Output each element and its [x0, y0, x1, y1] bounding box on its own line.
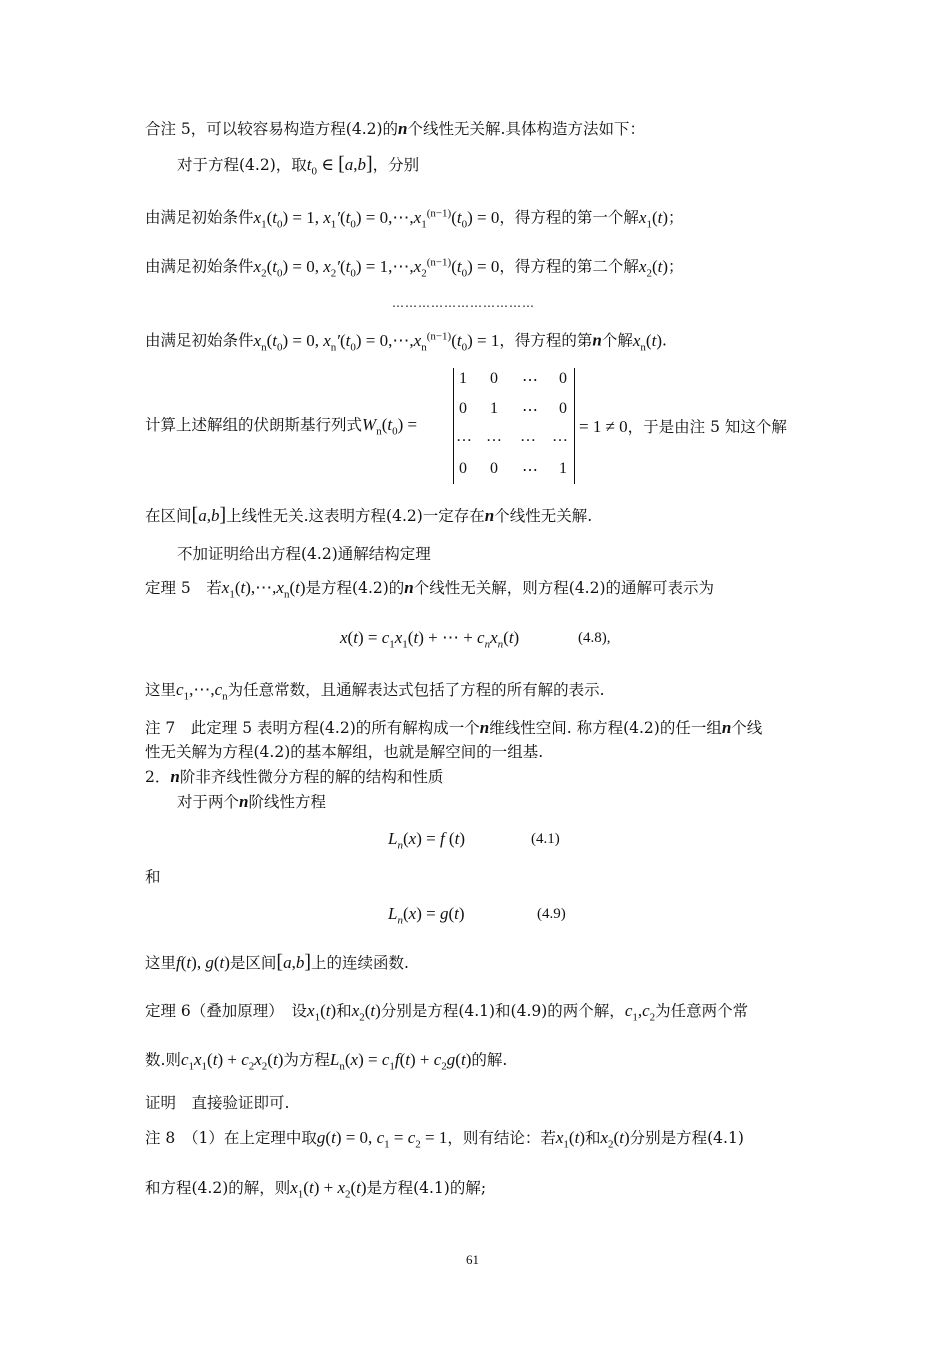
text-line: [145, 1128, 744, 1154]
math-inline: $x_1(t)$: [307, 1001, 337, 1024]
text-line: [145, 578, 714, 604]
math-n: n: [721, 718, 732, 737]
math-n: n: [479, 718, 490, 737]
equation-4-1: $L_n(x) = f$ (t): [388, 829, 465, 852]
text: 个线性无关解.具体构造方法如下：: [407, 120, 645, 138]
equation-number: (4.1): [531, 831, 560, 847]
math-inline: $x_2(t)$: [638, 256, 669, 280]
det-entry: 1: [490, 400, 498, 417]
math-inline: $x_1(t),\cdots,x_n(t)$: [221, 578, 306, 601]
math-inline: [a,b]: [191, 504, 227, 526]
det-entry: 0: [459, 460, 467, 477]
text-line: 证明 直接验证即可.: [145, 1094, 290, 1112]
text: ，则有结论：若: [447, 1129, 556, 1147]
det-entry: 0: [559, 400, 567, 417]
text-line: 和: [145, 868, 161, 886]
text: 和方程(4.2)的解，则: [145, 1179, 291, 1197]
text: 注 8 （1）在上定理中取: [145, 1129, 317, 1147]
text-line: 由满足初始条件$x_2(t_0) = 0$, $x_2'(t_0)$ = $1,\cdots,x_2^{(n-1)}(t_0) = 0$，得方程的第二个解$x_2(t)$；: [145, 256, 684, 280]
text: 是区间: [229, 954, 277, 972]
text: 个线性无关解.: [494, 507, 593, 525]
det-entry: …: [552, 428, 568, 445]
text: 由满足初始条件: [145, 208, 254, 227]
text: 分别是方程(4.1)和(4.9)的两个解，: [380, 1002, 625, 1020]
text: 为任意常数，且通解表达式包括了方程的所有解的表示.: [227, 681, 605, 699]
text-line: [145, 680, 605, 706]
text: 定理 5 若: [145, 579, 222, 597]
math-n: n: [592, 330, 602, 350]
wronskian-determinant: [453, 368, 575, 484]
text-line: [145, 952, 409, 973]
text-line: [145, 415, 417, 441]
text-line: [145, 718, 762, 738]
math-inline: $L_n(x) = c_1f(t) + c_2g(t)$: [329, 1050, 472, 1073]
math-inline: $x_n(t)$: [632, 330, 662, 354]
det-entry: …: [456, 428, 472, 445]
math-inline: $W_n(t_0)$ =: [362, 415, 418, 438]
text: 上的连续函数.: [311, 954, 409, 972]
math-inline: $x_1(t)$: [638, 207, 669, 231]
text: 是方程(4.1)的解;: [366, 1179, 487, 1197]
text-line: [145, 505, 592, 526]
text: ，得方程的第二个解: [499, 257, 639, 276]
text: 由满足初始条件: [145, 331, 254, 350]
det-entry: 0: [559, 370, 567, 387]
det-entry: …: [520, 428, 536, 445]
text-line: [145, 1178, 486, 1204]
text: 和: [336, 1002, 352, 1020]
text: 为方程: [283, 1051, 330, 1069]
ellipsis-row: ……………………………: [392, 296, 535, 310]
text-line: [145, 1001, 748, 1027]
math-inline: $x_2(t_0) = 0$, $x_2'(t_0)$ = $1,\cdots,x_2^{(n-1)}(t_0) = 0$: [253, 256, 500, 280]
math-n: n: [170, 767, 180, 786]
text-line: [145, 119, 645, 139]
text: 在区间: [145, 507, 192, 525]
equation-4-9: $L_n(x) = g(t)$: [388, 904, 465, 927]
det-entry: 1: [459, 370, 467, 387]
section-heading: [145, 767, 443, 787]
equation-number: (4.8),: [578, 630, 611, 646]
det-entry: ⋯: [522, 462, 538, 479]
text: 计算上述解组的伏朗斯基行列式: [145, 416, 363, 434]
math-inline: $x_2(t)$: [351, 1001, 381, 1024]
text-line: [145, 1050, 507, 1076]
text: 和: [584, 1129, 601, 1147]
page-number: 61: [466, 1252, 479, 1267]
det-entry: 1: [559, 460, 567, 477]
text: 维线性空间. 称方程(4.2)的任一组: [489, 719, 722, 737]
text: 由满足初始条件: [145, 257, 254, 276]
math-inline: $c_1x_1(t) + c_2x_2(t)$: [180, 1050, 284, 1073]
math-inline: $x_1(t_0) = 1$, $x_1'(t_0)$ = $0,\cdots,x_1^{(n-1)}(t_0) = 0$: [253, 207, 500, 231]
text: 合注 5，可以较容易构造方程(4.2)的: [145, 120, 399, 138]
math-inline: $x_2(t)$: [600, 1128, 630, 1151]
det-entry: ⋯: [522, 402, 538, 419]
text-line: [579, 415, 787, 437]
text: ，得方程的第: [499, 331, 593, 350]
text-line: 性无关解为方程(4.2)的基本解组，也就是解空间的一组基.: [145, 743, 544, 761]
math-n: n: [484, 506, 495, 525]
math-inline: $c_1,\cdots,c_n$: [176, 680, 228, 703]
math-inline: $x_1(t) + x_2(t)$: [290, 1178, 367, 1201]
text: 个线: [731, 719, 763, 737]
text-line: 由满足初始条件$x_1(t_0) = 1$, $x_1'(t_0)$ = $0,\cdots,x_1^{(n-1)}(t_0) = 0$，得方程的第一个解$x_1(t)$；: [145, 207, 684, 231]
math-inline: $c_1,c_2$: [624, 1001, 656, 1024]
text: 个解: [601, 331, 633, 350]
text: ，分别: [372, 156, 420, 174]
text: 是方程(4.2)的: [305, 579, 405, 597]
math-inline: $x_n(t_0) = 0$, $x_n'(t_0)$ = $0,\cdots,x_n^{(n-1)}(t_0) = 1$: [253, 330, 500, 354]
math-n: n: [398, 119, 408, 138]
text: 数.则: [145, 1051, 181, 1069]
det-entry: 0: [490, 460, 498, 477]
text: 个线性无关解，则方程(4.2)的通解可表示为: [413, 579, 715, 597]
text: ，得方程的第一个解: [499, 208, 639, 227]
math-n: n: [239, 792, 249, 811]
math-inline: [a,b]: [276, 951, 312, 973]
text-line: [177, 792, 326, 812]
text-line: 由满足初始条件$x_n(t_0) = 0$, $x_n'(t_0)$ = $0,\cdots,x_n^{(n-1)}(t_0) = 1$，得方程的第n个解$x_n(t)$.: [145, 330, 667, 354]
text: 阶非齐线性微分方程的解的结构和性质: [179, 768, 444, 786]
det-entry: 0: [459, 400, 467, 417]
det-entry: 0: [490, 370, 498, 387]
equation-4-8: $x(t) = c_1x_1(t)$ + ⋯ + $c_nx_n(t)$: [340, 628, 520, 651]
text: ，于是由注 5 知这个解: [627, 418, 787, 436]
math-n: n: [404, 578, 414, 597]
math-inline: g(t) = 0, $c_1 = c_2 = 1$: [316, 1128, 448, 1151]
det-entry: ⋯: [522, 372, 538, 389]
det-entry: …: [486, 428, 502, 445]
text: 对于方程(4.2)，取: [177, 156, 307, 174]
text: 这里: [145, 954, 177, 972]
text: 为任意两个常: [655, 1002, 749, 1020]
text: 2．: [145, 768, 171, 786]
text: 分别是方程(4.1): [629, 1129, 744, 1147]
math-inline: f(t), g(t): [176, 953, 230, 972]
text: 定理 6（叠加原理） 设: [145, 1002, 308, 1020]
text-line: 不加证明给出方程(4.2)通解结构定理: [177, 545, 431, 563]
text: 对于两个: [177, 793, 240, 811]
math-inline: = 1 ≠ 0: [579, 417, 628, 436]
math-inline: $t_0$ ∈ [a,b]: [306, 153, 373, 178]
text: 这里: [145, 681, 177, 699]
text: 注 7 此定理 5 表明方程(4.2)的所有解构成一个: [145, 719, 480, 737]
text-line: [177, 154, 419, 181]
equation-number: (4.9): [537, 906, 566, 922]
math-inline: $x_1(t)$: [555, 1128, 585, 1151]
text: 上线性无关.这表明方程(4.2)一定存在: [226, 507, 485, 525]
text: 阶线性方程: [248, 793, 326, 811]
text: 的解.: [471, 1051, 508, 1069]
